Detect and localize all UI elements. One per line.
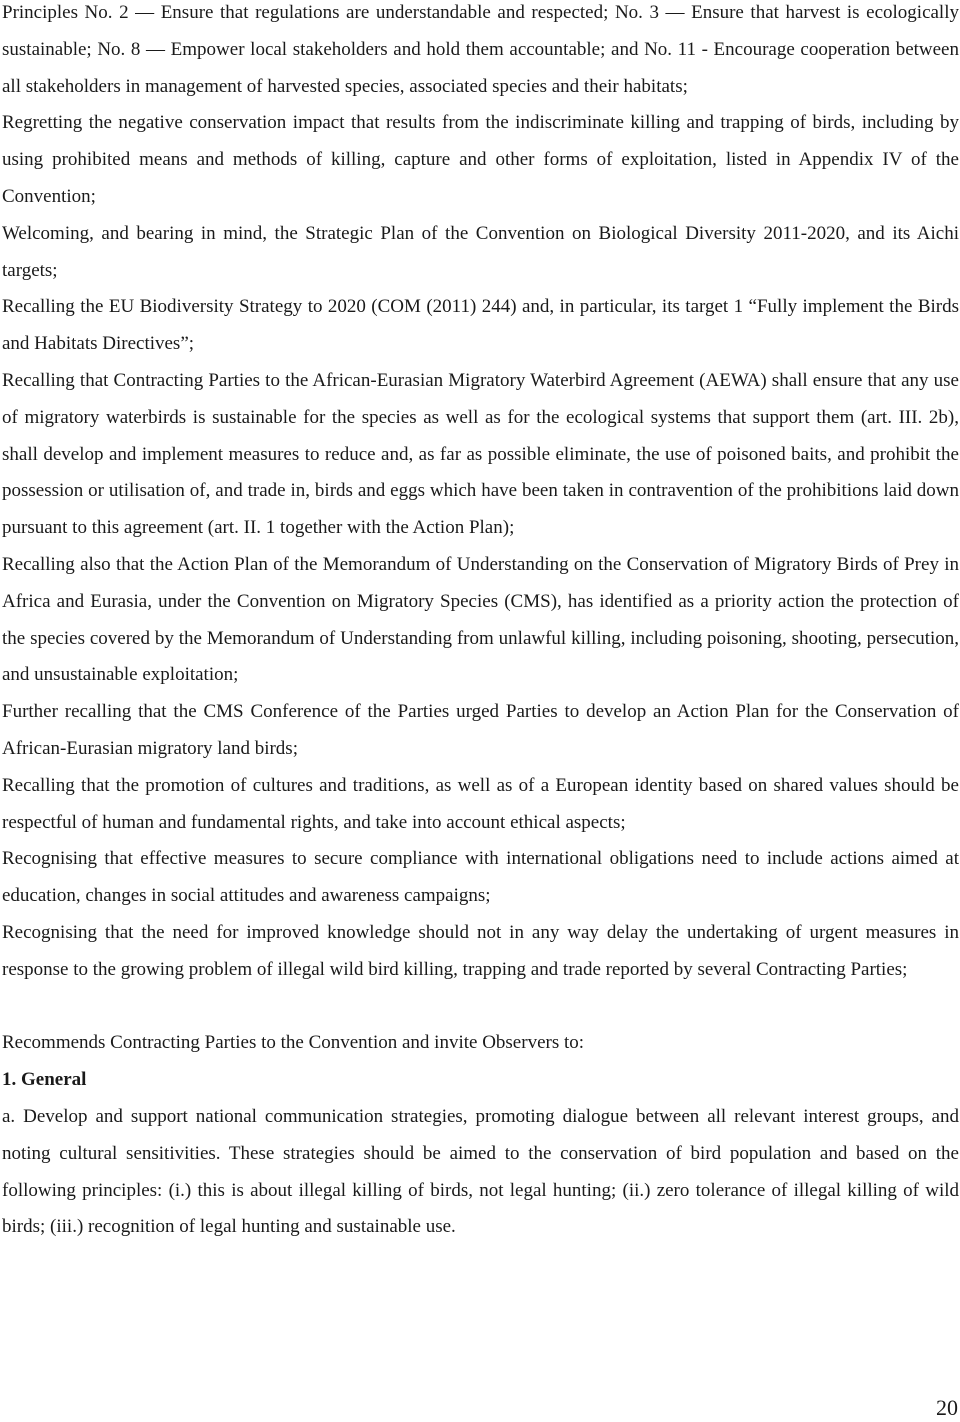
paragraph-compliance: Recognising that effective measures to secure compliance with international obligations need to include actions aimed at education, changes in social attitudes and awareness campaigns;: [2, 848, 959, 907]
paragraph-welcoming: Welcoming, and bearing in mind, the Strategic Plan of the Convention on Biological Diversity 2011-2020, and its Aichi targets;: [2, 222, 959, 281]
paragraph-cultures: Recalling that the promotion of cultures and traditions, as well as of a European identity based on shared values should be respectful of human and fundamental rights, and take into account ethical aspects;: [2, 774, 959, 833]
document-body: [2, 0, 959, 1246]
page-number: 20: [936, 1395, 958, 1420]
paragraph-regretting: Regretting the negative conservation impact that results from the indiscriminate killing and trapping of birds, including by using prohibited means and methods of killing, capture and other forms of exploitation, listed in Appendix IV of the Convention;: [2, 112, 959, 207]
blank-line: [2, 989, 959, 1026]
paragraph-cms-conference: Further recalling that the CMS Conference of the Parties urged Parties to develop an Action Plan for the Conservation of African-Eurasian migratory land birds;: [2, 701, 959, 759]
paragraph-principles: Principles No. 2 — Ensure that regulations are understandable and respected; No. 3 — Ensure that harvest is ecologically sustainable; No. 8 — Empower local stakeholders and hold them accountable; and No. 11 - Encourage cooperation between all stakeholders in management of harvested species, associated species and their habitats;: [2, 2, 959, 97]
paragraph-cms-action-plan: Recalling also that the Action Plan of the Memorandum of Understanding on the Conservation of Migratory Birds of Prey in Africa and Eurasia, under the Convention on Migratory Species (CMS), has identified as a priority action the protection of the species covered by the Memorandum of Understanding from unlawful killing, including poisoning, shooting, persecution, and unsustainable exploitation;: [2, 553, 959, 686]
paragraph-aewa: Recalling that Contracting Parties to the African-Eurasian Migratory Waterbird Agreement (AEWA) shall ensure that any use of migratory waterbirds is sustainable for the species as well as for the ecological systems that support them (art. III. 2b), shall develop and implement measures to reduce and, as far as possible eliminate, the use of poisoned baits, and prohibit the possession or utilisation of, and trade in, birds and eggs which have been taken in contravention of the prohibitions laid down pursuant to this agreement (art. II. 1 together with the Action Plan);: [2, 369, 959, 539]
paragraph-a-communication: a. Develop and support national communication strategies, promoting dialogue between all relevant interest groups, and noting cultural sensitivities. These strategies should be aimed to the conservation of bird population and based on the following principles: (i.) this is about illegal killing of birds, not legal hunting; (ii.) zero tolerance of illegal killing of wild birds; (iii.) recognition of legal hunting and sustainable use.: [2, 1105, 959, 1238]
section-heading-general: 1. General: [2, 1069, 87, 1091]
paragraph-eu-strategy: Recalling the EU Biodiversity Strategy to 2020 (COM (2011) 244) and, in particular, its target 1 “Fully implement the Birds and Habitats Directives”;: [2, 296, 959, 355]
paragraph-knowledge: Recognising that the need for improved knowledge should not in any way delay the undertaking of urgent measures in response to the growing problem of illegal wild bird killing, trapping and trade reported by several Contracting Parties;: [2, 921, 959, 980]
recommends-intro: Recommends Contracting Parties to the Convention and invite Observers to:: [2, 1032, 585, 1054]
